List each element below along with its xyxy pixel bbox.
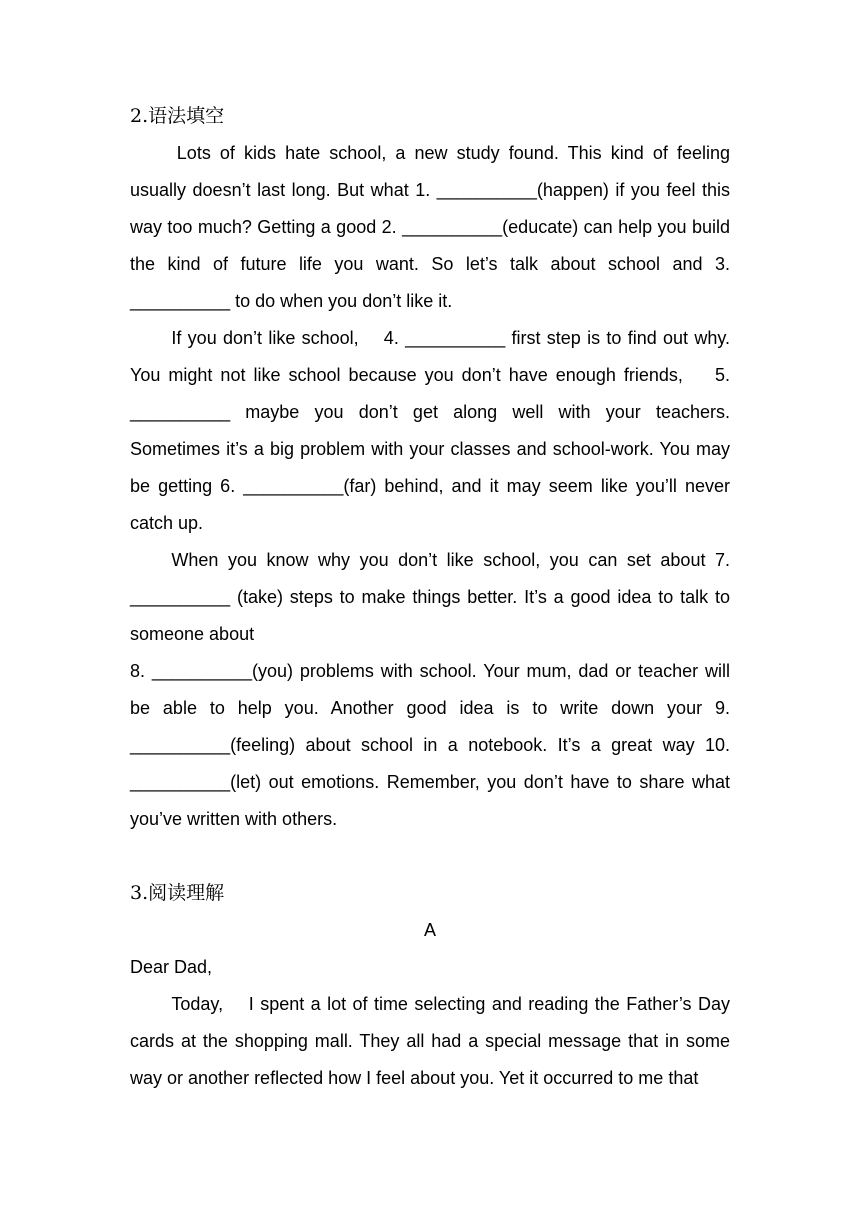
cloze-paragraph-1: Lots of kids hate school, a new study found. This kind of feeling usually doesn’t last long. But what 1. __________(happen) if you feel this way too much? Getting a good 2. __________(educate) can help you build the kind of future life you want. So let’s talk about school and 3. __________ to do when you don’t like it. [130, 143, 736, 311]
section-2-heading: 2.语法填空 [130, 105, 225, 127]
document-page [130, 98, 736, 1097]
section-spacer [130, 838, 730, 875]
passage-label: A [423, 920, 436, 940]
section-3-heading: 3.阅读理解 [130, 882, 225, 904]
letter-salutation: Dear Dad, [130, 957, 213, 977]
cloze-paragraph-4: 8. __________(you) problems with school. Your mum, dad or teacher will be able to help you. Another good idea is to write down your 9. __________(feeling) about school in a notebook. It’s a great way 10. __________(let) out emotions. Remember, you don’t have to share what you’ve written with others. [130, 661, 736, 829]
cloze-paragraph-2: If you don’t like school, 4. __________ first step is to find out why. You might not like school because you don’t have enough friends, 5. __________ maybe you don’t get along well with your teachers. Sometimes it’s a big problem with your classes and school-work. You may be getting 6. __________(far) behind, and it may seem like you’ll never catch up. [130, 328, 736, 533]
letter-paragraph-1: Today, I spent a lot of time selecting and reading the Father’s Day cards at the shopping mall. They all had a special message that in some way or another reflected how I feel about you. Yet it occurred to me that [130, 994, 736, 1088]
cloze-paragraph-3: When you know why you don’t like school, you can set about 7. __________ (take) steps to make things better. It’s a good idea to talk to someone about [130, 550, 736, 644]
